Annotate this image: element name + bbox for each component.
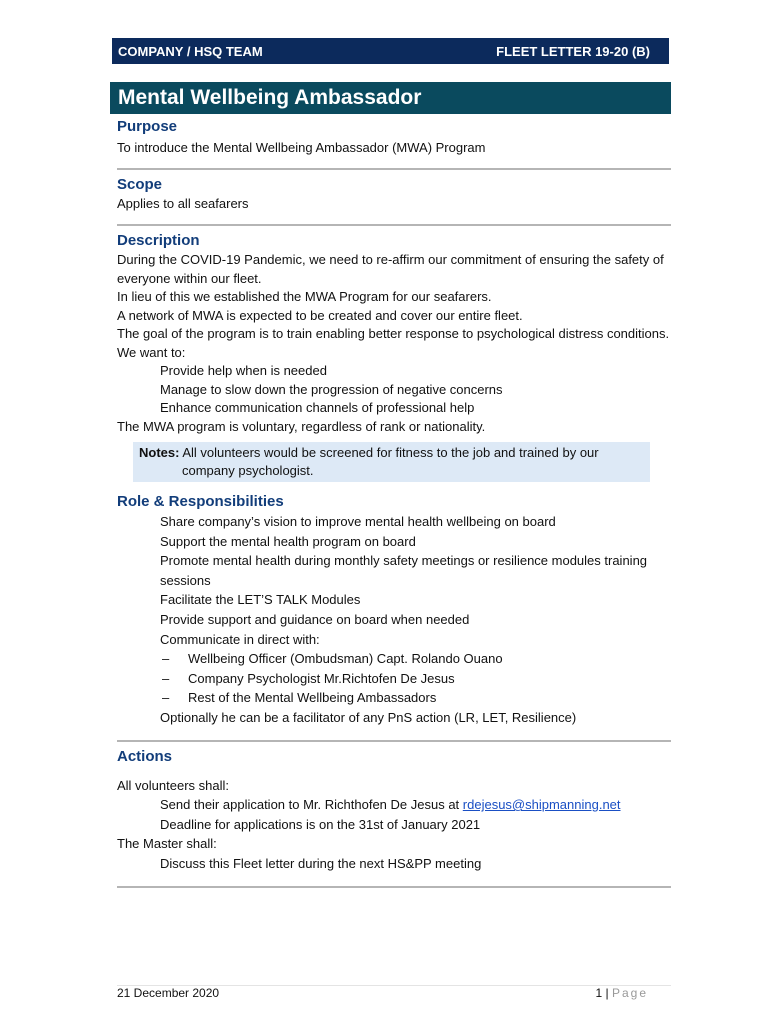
- role-item: Communicate in direct with:: [160, 631, 320, 647]
- page-footer: [117, 986, 648, 1000]
- role-optional: Optionally he can be a facilitator of any PnS action (LR, LET, Resilience): [160, 709, 577, 725]
- description-closing: The MWA program is voluntary, regardless of rank or nationality.: [117, 418, 486, 434]
- contact-text: Company Psychologist Mr.Richtofen De Jesus: [188, 670, 455, 686]
- volunteers-intro: All volunteers shall:: [117, 777, 229, 793]
- role-item: Share company’s vision to improve mental health wellbeing on board: [160, 514, 556, 529]
- notes-text-continued: company psychologist.: [182, 462, 314, 478]
- contact-item: [117, 669, 671, 689]
- contact-text: Wellbeing Officer (Ombudsman) Capt. Rolando Ouano: [188, 651, 503, 667]
- description-paragraph: During the COVID-19 Pandemic, we need to re-affirm our commitment of ensuring the safety of everyone within our fleet.: [117, 252, 664, 286]
- page-label: Page: [611, 986, 648, 1000]
- page-separator: |: [602, 986, 612, 1000]
- page-title: Mental Wellbeing Ambassador: [110, 82, 671, 114]
- description-paragraph: We want to:: [117, 344, 186, 360]
- letter-header: [112, 38, 669, 64]
- email-link[interactable]: rdejesus@shipmanning.net: [462, 797, 621, 813]
- dash-bullet: –: [162, 651, 170, 667]
- letter-body: [117, 117, 671, 888]
- role-item: Facilitate the LET’S TALK Modules: [160, 592, 361, 608]
- description-paragraph: A network of MWA is expected to be created and cover our entire fleet.: [117, 307, 523, 323]
- divider: [117, 224, 671, 226]
- scope-text: Applies to all seafarers: [117, 195, 249, 211]
- header-letter-number: FLEET LETTER 19-20 (B): [496, 43, 650, 59]
- purpose-text: To introduce the Mental Wellbeing Ambassador (MWA) Program: [117, 140, 486, 155]
- contact-text: Rest of the Mental Wellbeing Ambassadors: [188, 690, 437, 706]
- dash-bullet: –: [162, 690, 170, 706]
- send-text: Send their application to Mr. Richthofen De Jesus at: [160, 797, 463, 813]
- purpose-heading: Purpose: [117, 118, 178, 135]
- role-item: Provide support and guidance on board when needed: [160, 611, 470, 627]
- notes-text: All volunteers would be screened for fitness to the job and trained by our: [182, 445, 599, 460]
- footer-date: 21 December 2020: [117, 986, 220, 1000]
- notes-box: [133, 442, 650, 482]
- description-paragraph: In lieu of this we established the MWA Program for our seafarers.: [117, 289, 492, 304]
- action-item: Discuss this Fleet letter during the next HS&PP meeting: [160, 855, 482, 871]
- dash-bullet: –: [162, 670, 170, 686]
- roles-heading: Role & Responsibilities: [117, 493, 284, 510]
- action-item: Deadline for applications is on the 31st of January 2021: [160, 816, 481, 832]
- role-item: Promote mental health during monthly safety meetings or resilience modules training sessions: [160, 553, 648, 588]
- scope-heading: Scope: [117, 175, 163, 193]
- divider: [117, 886, 671, 888]
- page-number: 1: [595, 986, 603, 1000]
- contact-item: [117, 688, 671, 708]
- actions-heading: Actions: [117, 747, 173, 765]
- role-item: Support the mental health program on board: [160, 533, 416, 549]
- master-intro: The Master shall:: [117, 836, 217, 852]
- description-paragraph: The goal of the program is to train enabling better response to psychological distress conditions.: [117, 326, 670, 341]
- want-item: Manage to slow down the progression of negative concerns: [160, 381, 503, 397]
- header-company: COMPANY / HSQ TEAM: [118, 43, 263, 59]
- notes-label: Notes:: [139, 445, 180, 460]
- divider: [117, 740, 671, 742]
- action-item: [117, 795, 671, 815]
- contact-item: [117, 649, 671, 669]
- description-heading: Description: [117, 232, 200, 249]
- want-item: Provide help when is needed: [160, 363, 327, 378]
- divider: [117, 168, 671, 170]
- want-item: Enhance communication channels of professional help: [160, 400, 475, 415]
- page-indicator: [595, 986, 648, 1000]
